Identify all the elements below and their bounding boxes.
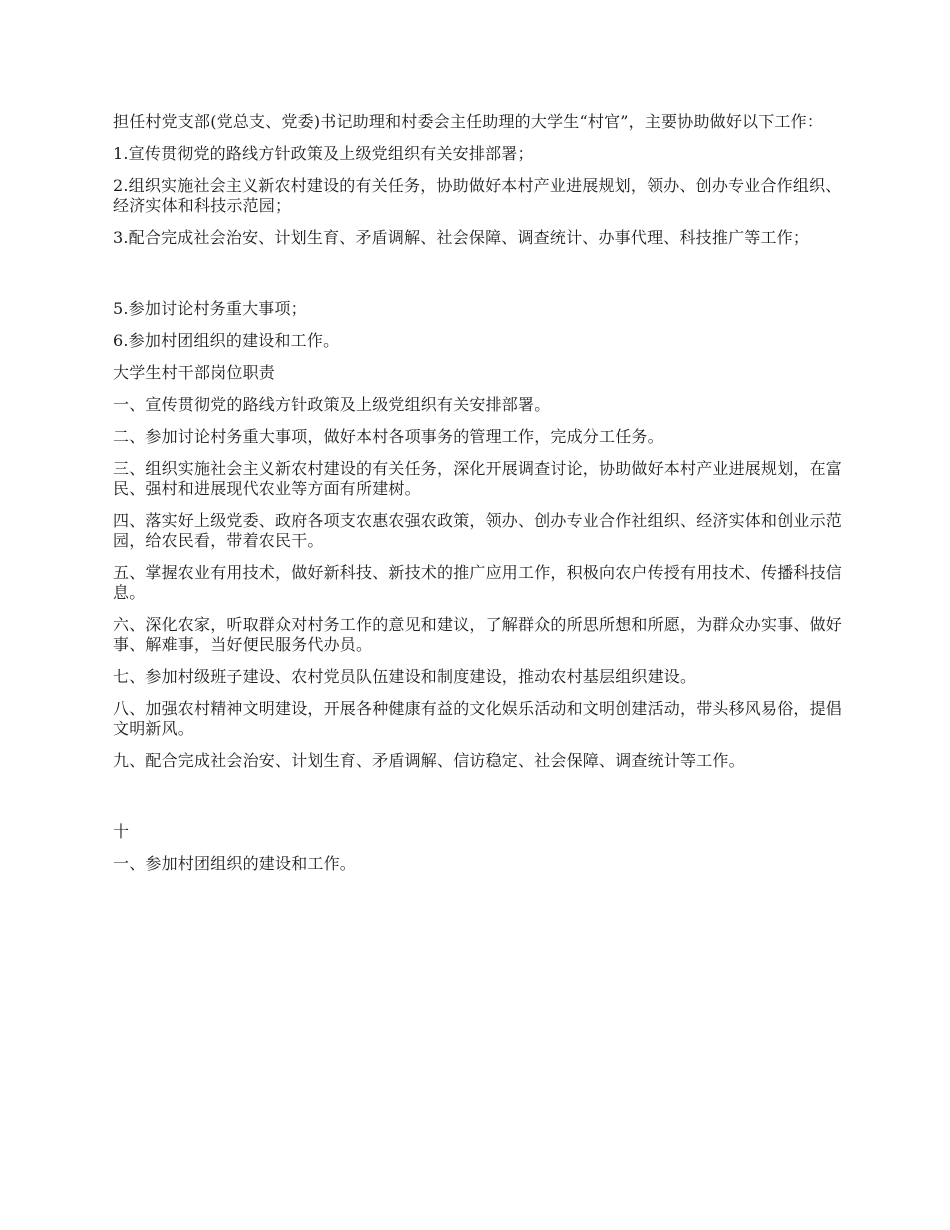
responsibility-item: 八、加强农村精神文明建设，开展各种健康有益的文化娱乐活动和文明创建活动，带头移风易俗，提倡文明新风。 — [113, 699, 843, 738]
responsibility-item: 七、参加村级班子建设、农村党员队伍建设和制度建设，推动农村基层组织建设。 — [113, 667, 697, 686]
duty-item: 3.配合完成社会治安、计划生育、矛盾调解、社会保障、调查统计、办事代理、科技推广等工作； — [113, 228, 810, 247]
responsibility-item: 三、组织实施社会主义新农村建设的有关任务，深化开展调查讨论，协助做好本村产业进展规划，在富民、强村和进展现代农业等方面有所建树。 — [113, 459, 843, 498]
duty-item: 1.宣传贯彻党的路线方针政策及上级党组织有关安排部署； — [113, 144, 534, 163]
document-page — [113, 112, 843, 886]
section-title: 大学生村干部岗位职责 — [113, 363, 276, 382]
responsibility-item: 五、掌握农业有用技术，做好新科技、新技术的推广应用工作，积极向农户传授有用技术、传播科技信息。 — [113, 563, 843, 602]
responsibility-item: 九、配合完成社会治安、计划生育、矛盾调解、信访稳定、社会保障、调查统计等工作。 — [113, 751, 745, 770]
duty-item: 6.参加村团组织的建设和工作。 — [113, 331, 340, 350]
responsibility-item: 二、参加讨论村务重大事项，做好本村各项事务的管理工作，完成分工任务。 — [113, 427, 664, 446]
responsibility-item: 六、深化农家，听取群众对村务工作的意见和建议，了解群众的所思所想和所愿，为群众办实事、做好事、解难事，当好便民服务代办员。 — [113, 615, 843, 654]
intro-paragraph: 担任村党支部(党总支、党委)书记助理和村委会主任助理的大学生“村官”，主要协助做好以下工作： — [113, 112, 824, 131]
duty-item: 5.参加讨论村务重大事项； — [113, 299, 307, 318]
trailing-numeral: 十 — [113, 822, 130, 841]
trailing-item: 一、参加村团组织的建设和工作。 — [113, 854, 357, 873]
responsibility-item: 一、宣传贯彻党的路线方针政策及上级党组织有关安排部署。 — [113, 395, 551, 414]
duty-item: 2.组织实施社会主义新农村建设的有关任务，协助做好本村产业进展规划，领办、创办专业合作组织、经济实体和科技示范园； — [113, 176, 842, 215]
responsibility-item: 四、落实好上级党委、政府各项支农惠农强农政策，领办、创办专业合作社组织、经济实体和创业示范园，给农民看，带着农民干。 — [113, 511, 843, 550]
